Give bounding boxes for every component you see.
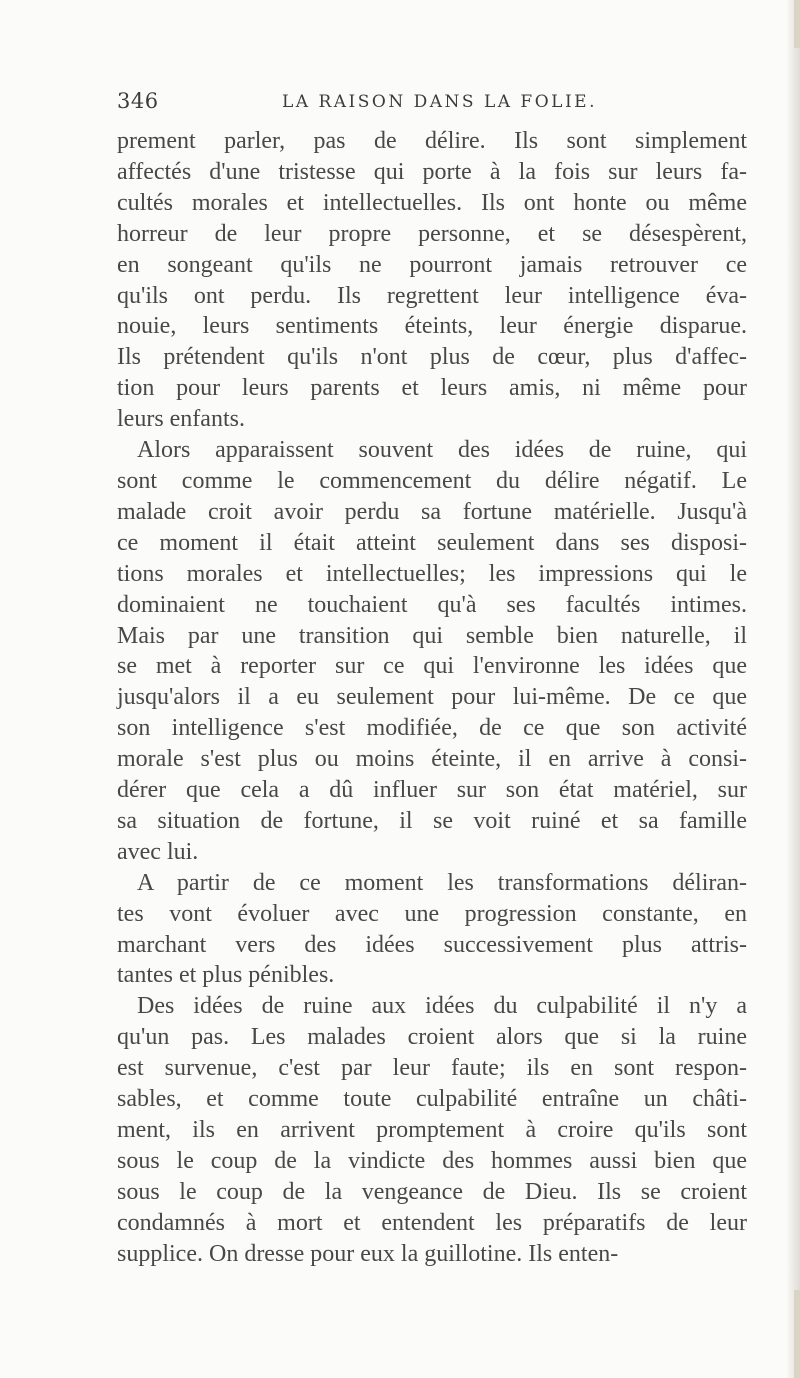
paragraph <box>117 126 747 435</box>
page-edge-shadow <box>786 0 800 1378</box>
text-line: sous le coup de la vindicte des hommes aussi bien que <box>117 1147 747 1174</box>
text-line: Ils prétendent qu'ils n'ont plus de cœur, plus d'affec- <box>117 344 747 371</box>
text-line: qu'ils ont perdu. Ils regrettent leur intelligence éva- <box>117 282 747 309</box>
text-line: est survenue, c'est par leur faute; ils en sont respon- <box>117 1055 747 1082</box>
text-line: tes vont évoluer avec une progression constante, en <box>117 900 747 927</box>
text-line: malade croit avoir perdu sa fortune matérielle. Jusqu'à <box>117 498 747 525</box>
text-line: affectés d'une tristesse qui porte à la fois sur leurs fa- <box>117 158 747 185</box>
text-line: marchant vers des idées successivement plus attris- <box>117 931 747 958</box>
page-edge-tab-bottom <box>794 1290 800 1378</box>
text-line: tions morales et intellectuelles; les impressions qui le <box>117 560 747 587</box>
text-line: dominaient ne touchaient qu'à ses facultés intimes. <box>117 591 747 618</box>
text-line: horreur de leur propre personne, et se désespèrent, <box>117 220 747 247</box>
text-line: tantes et plus pénibles. <box>117 962 335 989</box>
text-line: nouie, leurs sentiments éteints, leur énergie disparue. <box>117 313 747 340</box>
text-line: en songeant qu'ils ne pourront jamais retrouver ce <box>117 251 747 278</box>
running-head <box>117 89 747 119</box>
text-line: avec lui. <box>117 838 199 865</box>
text-line: jusqu'alors il a eu seulement pour lui-même. De ce que <box>117 684 747 711</box>
text-line: son intelligence s'est modifiée, de ce que son activité <box>117 715 747 742</box>
paragraph <box>117 991 747 1269</box>
text-line: condamnés à mort et entendent les préparatifs de leur <box>117 1209 747 1236</box>
paragraph <box>117 435 747 868</box>
body-text <box>117 126 747 1270</box>
text-line: Mais par une transition qui semble bien naturelle, il <box>117 622 747 649</box>
text-line: Des idées de ruine aux idées du culpabilité il n'y a <box>137 993 747 1020</box>
text-line: prement parler, pas de délire. Ils sont simplement <box>117 128 747 154</box>
paragraph <box>117 868 747 992</box>
running-title: LA RAISON DANS LA FOLIE. <box>282 92 597 112</box>
page-number: 346 <box>117 89 159 113</box>
text-line: sous le coup de la vengeance de Dieu. Ils se croient <box>117 1178 747 1205</box>
text-line: qu'un pas. Les malades croient alors que si la ruine <box>117 1024 747 1051</box>
text-line: sont comme le commencement du délire négatif. Le <box>117 467 747 494</box>
text-line: A partir de ce moment les transformations déliran- <box>137 869 747 896</box>
text-line: supplice. On dresse pour eux la guillotine. Ils enten- <box>117 1240 619 1267</box>
text-line: sables, et comme toute culpabilité entraîne un châti- <box>117 1086 747 1113</box>
text-line: cultés morales et intellectuelles. Ils ont honte ou même <box>117 189 747 216</box>
text-line: ment, ils en arrivent promptement à croire qu'ils sont <box>117 1117 747 1143</box>
page-edge-tab-top <box>794 0 800 48</box>
text-line: dérer que cela a dû influer sur son état matériel, sur <box>117 777 747 804</box>
text-line: tion pour leurs parents et leurs amis, ni même pour <box>117 375 747 402</box>
text-line: leurs enfants. <box>117 406 245 433</box>
text-line: ce moment il était atteint seulement dans ses disposi- <box>117 529 747 556</box>
text-line: se met à reporter sur ce qui l'environne les idées que <box>117 653 747 680</box>
text-line: morale s'est plus ou moins éteinte, il en arrive à consi- <box>117 746 747 773</box>
text-line: sa situation de fortune, il se voit ruiné et sa famille <box>117 807 747 834</box>
text-line: Alors apparaissent souvent des idées de ruine, qui <box>137 437 747 464</box>
